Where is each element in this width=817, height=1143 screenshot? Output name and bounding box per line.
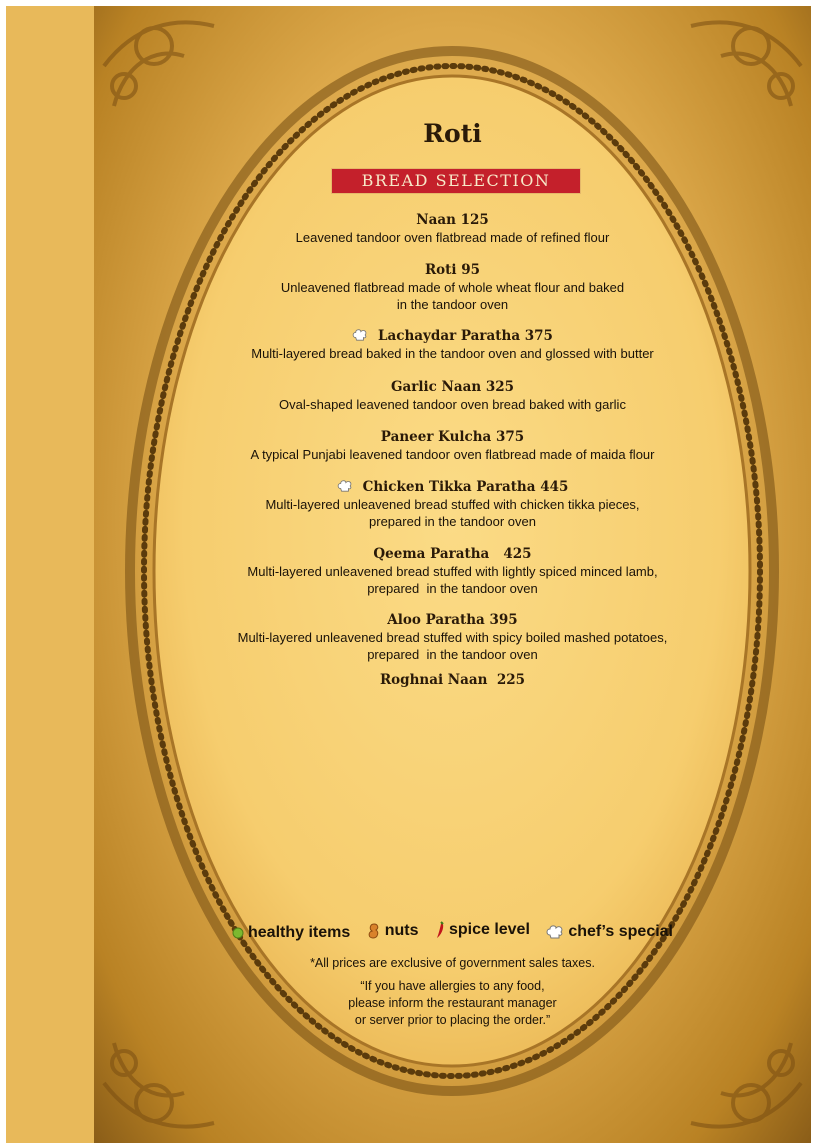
menu-item-name-text: Naan 125: [416, 212, 489, 228]
legend-spice-label: spice level: [448, 921, 530, 938]
menu-item-description: Multi-layered unleavened bread stuffed with lightly spiced minced lamb,: [247, 564, 658, 579]
menu-item-description: Leavened tandoor oven flatbread made of refined flour: [295, 230, 610, 245]
menu-item-name-text: Roti 95: [424, 262, 481, 278]
menu-item-description: in the tandoor oven: [396, 297, 509, 312]
menu-item: [94, 328, 811, 362]
menu-item-name-text: Aloo Paratha 395: [387, 612, 518, 628]
tax-note: *All prices are exclusive of government sales taxes.: [310, 956, 595, 970]
menu-spine: [6, 6, 94, 1143]
menu-item-description: prepared in the tandoor oven: [369, 514, 536, 529]
menu-item-description: Oval-shaped leavened tandoor oven bread baked with garlic: [279, 397, 626, 412]
menu-item-description: Multi-layered bread baked in the tandoor oven and glossed with butter: [251, 346, 654, 361]
legend-nuts-label: nuts: [384, 922, 419, 939]
chili-icon: [435, 921, 445, 939]
healthy-dot-icon: [232, 927, 244, 939]
legend: [94, 921, 811, 944]
allergy-note-line-1: “If you have allergies to any food,: [360, 979, 545, 993]
menu-item-name: [94, 479, 811, 496]
menu-item-name: [94, 672, 811, 689]
allergy-note-line-3: or server prior to placing the order.”: [354, 1013, 551, 1027]
section-banner: BREAD SELECTION: [331, 168, 581, 194]
chef-hat-icon: [337, 480, 353, 492]
menu-item-name: [94, 546, 811, 563]
menu-item: [94, 379, 811, 413]
menu-item-name: [94, 328, 811, 345]
page-title: Roti: [423, 119, 482, 148]
legend-chef: [546, 923, 673, 941]
menu-item-description: Unleavened flatbread made of whole wheat flour and baked: [280, 280, 625, 295]
menu-item: [94, 479, 811, 530]
menu-item-name-text: Qeema Paratha 425: [373, 546, 532, 562]
legend-healthy-label: healthy items: [248, 924, 351, 941]
menu-item-name: [94, 379, 811, 396]
menu-item-name: [94, 612, 811, 629]
allergy-note-line-2: please inform the restaurant manager: [348, 996, 557, 1010]
menu-item: [94, 612, 811, 663]
legend-chef-label: chef’s special: [568, 923, 673, 940]
menu-item-description: Multi-layered unleavened bread stuffed with chicken tikka pieces,: [265, 497, 640, 512]
menu-item-name-text: Chicken Tikka Paratha 445: [362, 479, 569, 495]
menu-item-description: prepared in the tandoor oven: [367, 647, 538, 662]
menu-item: [94, 262, 811, 313]
menu-item-name-text: Garlic Naan 325: [390, 379, 515, 395]
legend-nuts: [367, 922, 419, 940]
legend-spice: [435, 921, 530, 939]
legend-healthy: [232, 924, 350, 942]
menu-item-description: Multi-layered unleavened bread stuffed with spicy boiled mashed potatoes,: [237, 630, 668, 645]
menu-item-name: [94, 212, 811, 229]
menu-item: [94, 212, 811, 246]
peanut-icon: [367, 923, 381, 939]
menu-item-name: [94, 262, 811, 279]
chef-hat-icon: [352, 329, 368, 341]
menu-item: [94, 546, 811, 597]
menu-item-name: [94, 429, 811, 446]
menu-item-description: prepared in the tandoor oven: [367, 581, 538, 596]
menu-item-name-text: Lachaydar Paratha 375: [378, 328, 553, 344]
menu-item-name-text: Roghnai Naan 225: [379, 672, 526, 688]
menu-item: [94, 672, 811, 689]
menu-item: [94, 429, 811, 463]
chef-hat-icon: [546, 925, 564, 939]
menu-item-description: A typical Punjabi leavened tandoor oven flatbread made of maida flour: [250, 447, 655, 462]
menu-item-name-text: Paneer Kulcha 375: [380, 429, 525, 445]
